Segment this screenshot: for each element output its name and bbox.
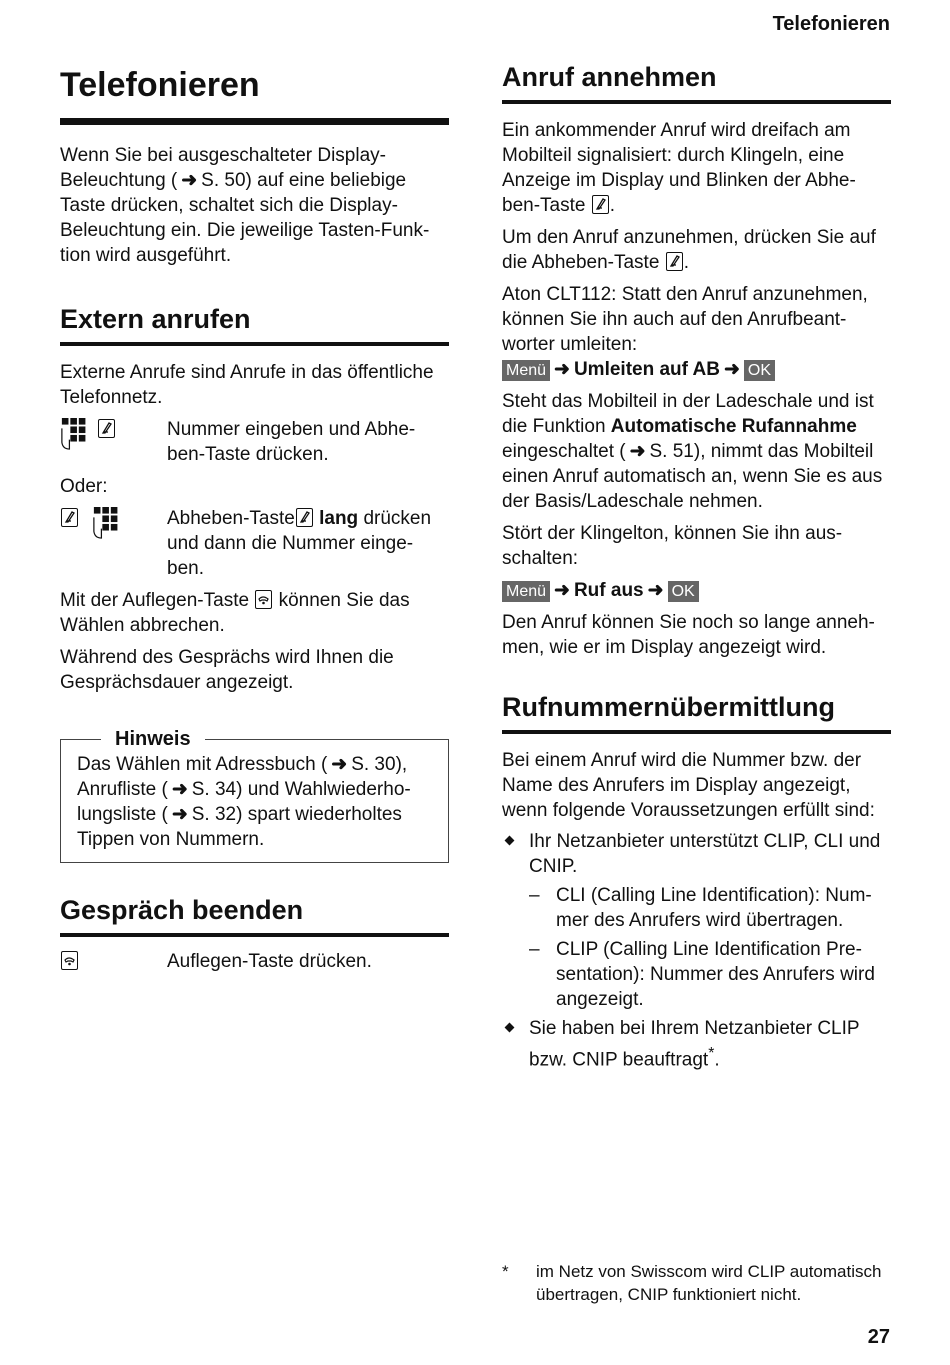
- menu-softkey[interactable]: Menü: [502, 360, 550, 381]
- list-item: [502, 829, 891, 1012]
- arrow-icon: ➜: [647, 580, 664, 601]
- keypad-icon: [60, 417, 92, 451]
- arrow-icon: ➜: [554, 580, 570, 601]
- page-ref: S. 51: [649, 441, 694, 462]
- clip-sublist: [529, 883, 891, 1012]
- list-item: Sie haben bei Ihrem Netzanbieter CLIP bzw. CNIP beauftragt*.: [502, 1016, 891, 1072]
- arrow-icon: ➜: [629, 441, 646, 462]
- accept-text-4c: ), nimmt das Mobilteil einen Anruf automatisch an, wenn Sie es aus der Basis/Ladeschale nehmen.: [502, 441, 883, 512]
- menu-path-ring-off: [502, 578, 891, 603]
- step-2-text-a: Abheben-Taste: [167, 508, 295, 529]
- clip-intro: Bei einem Anruf wird die Nummer bzw. der Name des Anrufers im Display angezeigt, wenn folgende Voraussetzungen erfüllt sind:: [502, 750, 875, 821]
- note-title: Hinweis: [101, 727, 205, 751]
- footnote-marker: *: [708, 1045, 715, 1062]
- accept-text-2: Um den Anruf anzunehmen, drücken Sie auf die Abheben-Taste: [502, 227, 876, 273]
- menu-item-ring-off: Ruf aus: [573, 580, 644, 601]
- intro-text-1: Wenn Sie bei ausgeschalteter Display-: [60, 145, 386, 166]
- phone-on-hook-icon: [255, 590, 272, 609]
- phone-off-hook-icon: [592, 195, 609, 214]
- note-text-3: ) und Wahlwiederho-lungsliste (: [77, 779, 411, 825]
- note-text-1: Das Wählen mit Adressbuch (: [77, 754, 328, 775]
- intro-paragraph: [60, 143, 449, 268]
- instruction-end-call: [60, 949, 449, 974]
- step-2-bold: lang: [319, 508, 359, 529]
- note-text: [77, 752, 432, 852]
- arrow-icon: ➜: [331, 754, 348, 775]
- intro-text-3: ) auf eine beliebige Taste drücken, schaltet sich die Display-Beleuchtung ein. Die jeweilige Tasten-Funk-tion wird ausgeführt.: [60, 170, 430, 266]
- intro-text-2: Beleuchtung (: [60, 170, 178, 191]
- or-label: Oder:: [60, 476, 108, 497]
- list-item: – CLIP (Calling Line Identification Pre-sentation): Nummer des Anrufers wird angezeigt.: [529, 937, 891, 1012]
- section-heading-end: Gespräch beenden: [60, 893, 449, 937]
- step-2-text-b: drücken und dann die Nummer einge-ben.: [167, 508, 432, 579]
- step-1-text: Nummer eingeben und Abhe-ben-Taste drücken.: [167, 419, 416, 465]
- accept-paragraph-4: [502, 389, 891, 514]
- keypad-icon: [92, 506, 124, 540]
- arrow-icon: ➜: [724, 359, 740, 380]
- instruction-step-2: [60, 506, 449, 581]
- accept-paragraph-1: Ein ankommender Anruf wird dreifach am Mobilteil signalisiert: durch Klingeln, eine Anzeige im Display und Blinken der Abhe-ben-Taste .: [502, 120, 856, 216]
- footnote: [502, 1260, 891, 1306]
- duration-paragraph: Während des Gesprächs wird Ihnen die Gesprächsdauer angezeigt.: [60, 647, 394, 693]
- phone-on-hook-icon: [61, 951, 78, 970]
- cancel-text-b: können Sie das Wählen abbrechen.: [60, 590, 410, 636]
- section-heading-accept: Anruf annehmen: [502, 60, 891, 104]
- note-text-4: ) spart wiederholtes Tippen von Nummern.: [77, 804, 402, 850]
- clip-bullet-1: Ihr Netzanbieter unterstützt CLIP, CLI und CNIP.: [529, 831, 881, 877]
- footnote-text: im Netz von Swisscom wird CLIP automatisch übertragen, CNIP funktioniert nicht.: [536, 1262, 882, 1304]
- page-ref: S. 50: [201, 170, 246, 191]
- instruction-step-1: [60, 417, 449, 467]
- list-item: – CLI (Calling Line Identification): Num-mer des Anrufers wird übertragen.: [529, 883, 891, 933]
- accept-paragraph-2: Um den Anruf anzunehmen, drücken Sie auf die Abheben-Taste .: [502, 227, 876, 273]
- auto-answer-label: Automatische Rufannahme: [610, 416, 857, 437]
- page-number: 27: [867, 1326, 890, 1348]
- ok-softkey[interactable]: OK: [668, 581, 699, 602]
- clip-bullet-2: Sie haben bei Ihrem Netzanbieter CLIP bzw. CNIP beauftragt: [529, 1018, 860, 1071]
- note-text-2: ), Anrufliste (: [77, 754, 408, 800]
- menu-softkey[interactable]: Menü: [502, 581, 550, 602]
- note-ref-1: S. 30: [351, 754, 396, 775]
- menu-path-redirect: [502, 357, 891, 382]
- running-title: Telefonieren: [772, 13, 890, 35]
- accept-paragraph-3: Aton CLT112: Statt den Anruf anzunehmen, können Sie ihn auch auf den Anrufbeant-worter umleiten:: [502, 284, 868, 355]
- phone-off-hook-icon: [61, 508, 78, 527]
- accept-text-4b: eingeschaltet (: [502, 441, 626, 462]
- left-column: [60, 60, 449, 974]
- step-2-text: [167, 506, 449, 581]
- end-call-text: Auflegen-Taste drücken.: [167, 951, 372, 972]
- chapter-title: Telefonieren: [60, 64, 449, 125]
- cancel-text-a: Mit der Auflegen-Taste: [60, 590, 250, 611]
- arrow-icon: ➜: [171, 779, 188, 800]
- note-box: [60, 728, 449, 863]
- section-heading-extern: Extern anrufen: [60, 302, 449, 346]
- note-ref-3: S. 32: [191, 804, 237, 825]
- arrow-icon: ➜: [554, 359, 570, 380]
- accept-text-1: Ein ankommender Anruf wird dreifach am Mobilteil signalisiert: durch Klingeln, eine Anzeige im Display und Blinken der Abhe-ben-Taste: [502, 120, 856, 216]
- accept-text-4a: Steht das Mobilteil in der Ladeschale und ist die Funktion: [502, 391, 874, 437]
- arrow-icon: ➜: [171, 804, 188, 825]
- accept-paragraph-5: Stört der Klingelton, können Sie ihn aus-schalten:: [502, 523, 843, 569]
- right-column: [502, 60, 891, 1072]
- phone-off-hook-icon: [98, 419, 115, 438]
- accept-paragraph-6: Den Anruf können Sie noch so lange anneh-men, wie er im Display angezeigt wird.: [502, 612, 875, 658]
- note-ref-2: S. 34: [191, 779, 237, 800]
- footnote-mark: *: [502, 1262, 509, 1281]
- clip-requirements-list: [502, 829, 891, 1072]
- extern-description: Externe Anrufe sind Anrufe in das öffentliche Telefonnetz.: [60, 362, 434, 408]
- arrow-icon: ➜: [181, 170, 198, 191]
- phone-off-hook-icon: [296, 508, 313, 527]
- section-heading-clip: Rufnummernübermittlung: [502, 690, 891, 734]
- ok-softkey[interactable]: OK: [744, 360, 775, 381]
- cancel-paragraph: [60, 588, 449, 638]
- menu-item-redirect: Umleiten auf AB: [573, 359, 720, 380]
- phone-off-hook-icon: [666, 252, 683, 271]
